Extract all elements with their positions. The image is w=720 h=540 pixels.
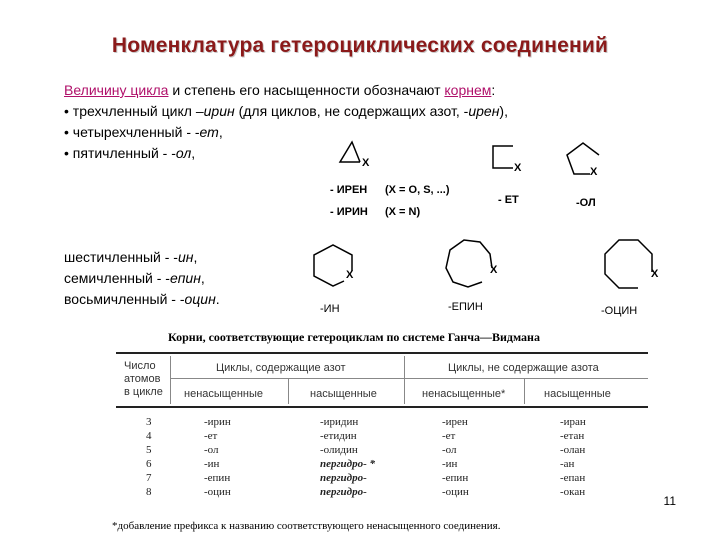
lead-mid: и степень его насыщенности обозначают (168, 82, 445, 98)
square-label: - ЕТ (498, 194, 519, 206)
ring-size-list (64, 247, 220, 310)
col-atoms-header (124, 360, 163, 399)
table-cell-c2: -иридин (320, 416, 359, 428)
octagon-ring-icon (601, 236, 655, 290)
group-no-nitrogen-header: Циклы, не содержащие азота (448, 362, 599, 374)
table-cell-c2: -етидин (320, 430, 357, 442)
table-cell-c1: -ол (204, 444, 219, 456)
table-cell-n: 3 (146, 416, 152, 428)
hantzsch-widman-table (112, 330, 652, 536)
intro-line-1: • трехчленный цикл –ирин (для циклов, не содержащих азот, -ирен), (64, 103, 508, 119)
sub-unsat: ненасыщенные* (422, 388, 506, 400)
table-cell-c4: -иран (560, 416, 586, 428)
square-x: X (514, 162, 522, 174)
row2-line-2: семичленный - -епин, (64, 270, 205, 286)
row2-line-3: восьмичленный - -оцин. (64, 291, 220, 307)
col-divider-1 (170, 356, 171, 404)
octagon-x: X (651, 268, 659, 280)
row2-line-1: шестичленный - -ин, (64, 249, 198, 265)
lead-end: : (491, 82, 496, 98)
table-cell-c3: -оцин (442, 486, 469, 498)
intro-line-2: • четырехчленный - -ет, (64, 124, 223, 140)
intro-line-3: • пятичленный - -ол, (64, 145, 196, 161)
heptagon-ring-icon (444, 238, 494, 288)
col-divider-2 (404, 356, 405, 404)
table-cell-c3: -ол (442, 444, 457, 456)
hexagon-label: -ИН (320, 303, 340, 315)
table-cell-n: 6 (146, 458, 152, 470)
page-number: 11 (663, 494, 676, 508)
group-divider (170, 378, 648, 379)
table-cell-c1: -оцин (204, 486, 231, 498)
pentagon-x: X (590, 166, 598, 178)
hexagon-x: X (346, 269, 354, 281)
table-cell-n: 7 (146, 472, 152, 484)
table-cell-n: 5 (146, 444, 152, 456)
group-nitrogen-header: Циклы, содержащие азот (216, 362, 346, 374)
table-top-rule (116, 352, 648, 354)
sub-sat-n: насыщенные (310, 388, 377, 400)
pentagon-label: -ОЛ (576, 197, 596, 209)
slide-title: Номенклатура гетероциклических соединений (111, 34, 609, 57)
tri-label-2-cond: (X = N) (385, 206, 421, 218)
lead-root: корнем (444, 82, 492, 98)
table-cell-c4: -ан (560, 458, 575, 470)
tri-label-2: - ИРИН (330, 206, 368, 218)
sub-sat: насыщенные (544, 388, 611, 400)
table-cell-c1: -епин (204, 472, 231, 484)
col-atoms-l1: Число (124, 360, 156, 372)
table-cell-c4: -олан (560, 444, 586, 456)
heptagon-x: X (490, 264, 498, 276)
tri-label-1: - ИРЕН (330, 184, 368, 196)
col-divider-3 (288, 378, 289, 404)
table-cell-c1: -ин (204, 458, 220, 470)
triangle-ring-icon (340, 140, 364, 164)
intro-text (64, 80, 508, 164)
col-divider-4 (524, 378, 525, 404)
table-cell-c3: -епин (442, 472, 469, 484)
table-footnote: *добавление префикса к названию соответствующего ненасыщенного соединения. (112, 520, 501, 532)
table-cell-c1: -ет (204, 430, 218, 442)
table-cell-n: 8 (146, 486, 152, 498)
intro-lead (64, 80, 508, 101)
table-cell-c4: -окан (560, 486, 586, 498)
lead-underlined: Величину цикла (64, 82, 169, 98)
table-cell-c2: -олидин (320, 444, 358, 456)
table-cell-c2: пергидро- * (320, 458, 376, 470)
table-cell-c2: пергидро- (320, 486, 367, 498)
col-atoms-l2: атомов (124, 373, 161, 385)
triangle-x: X (362, 157, 370, 169)
table-caption: Корни, соответствующие гетероциклам по системе Ганча—Видмана (168, 330, 540, 344)
table-cell-c1: -ирин (204, 416, 231, 428)
octagon-label: -ОЦИН (601, 305, 638, 317)
table-cell-c3: -ет (442, 430, 456, 442)
table-cell-c3: -ирен (442, 416, 468, 428)
table-header-rule (116, 406, 648, 408)
table-cell-c2: пергидро- (320, 472, 367, 484)
table-cell-c3: -ин (442, 458, 458, 470)
table-cell-c4: -епан (560, 472, 586, 484)
col-atoms-l3: в цикле (124, 386, 163, 398)
table-cell-c4: -етан (560, 430, 585, 442)
tri-label-1-cond: (X = O, S, ...) (385, 184, 450, 196)
heptagon-label: -ЕПИН (448, 301, 483, 313)
sub-unsat-n: ненасыщенные (184, 388, 264, 400)
table-cell-n: 4 (146, 430, 152, 442)
